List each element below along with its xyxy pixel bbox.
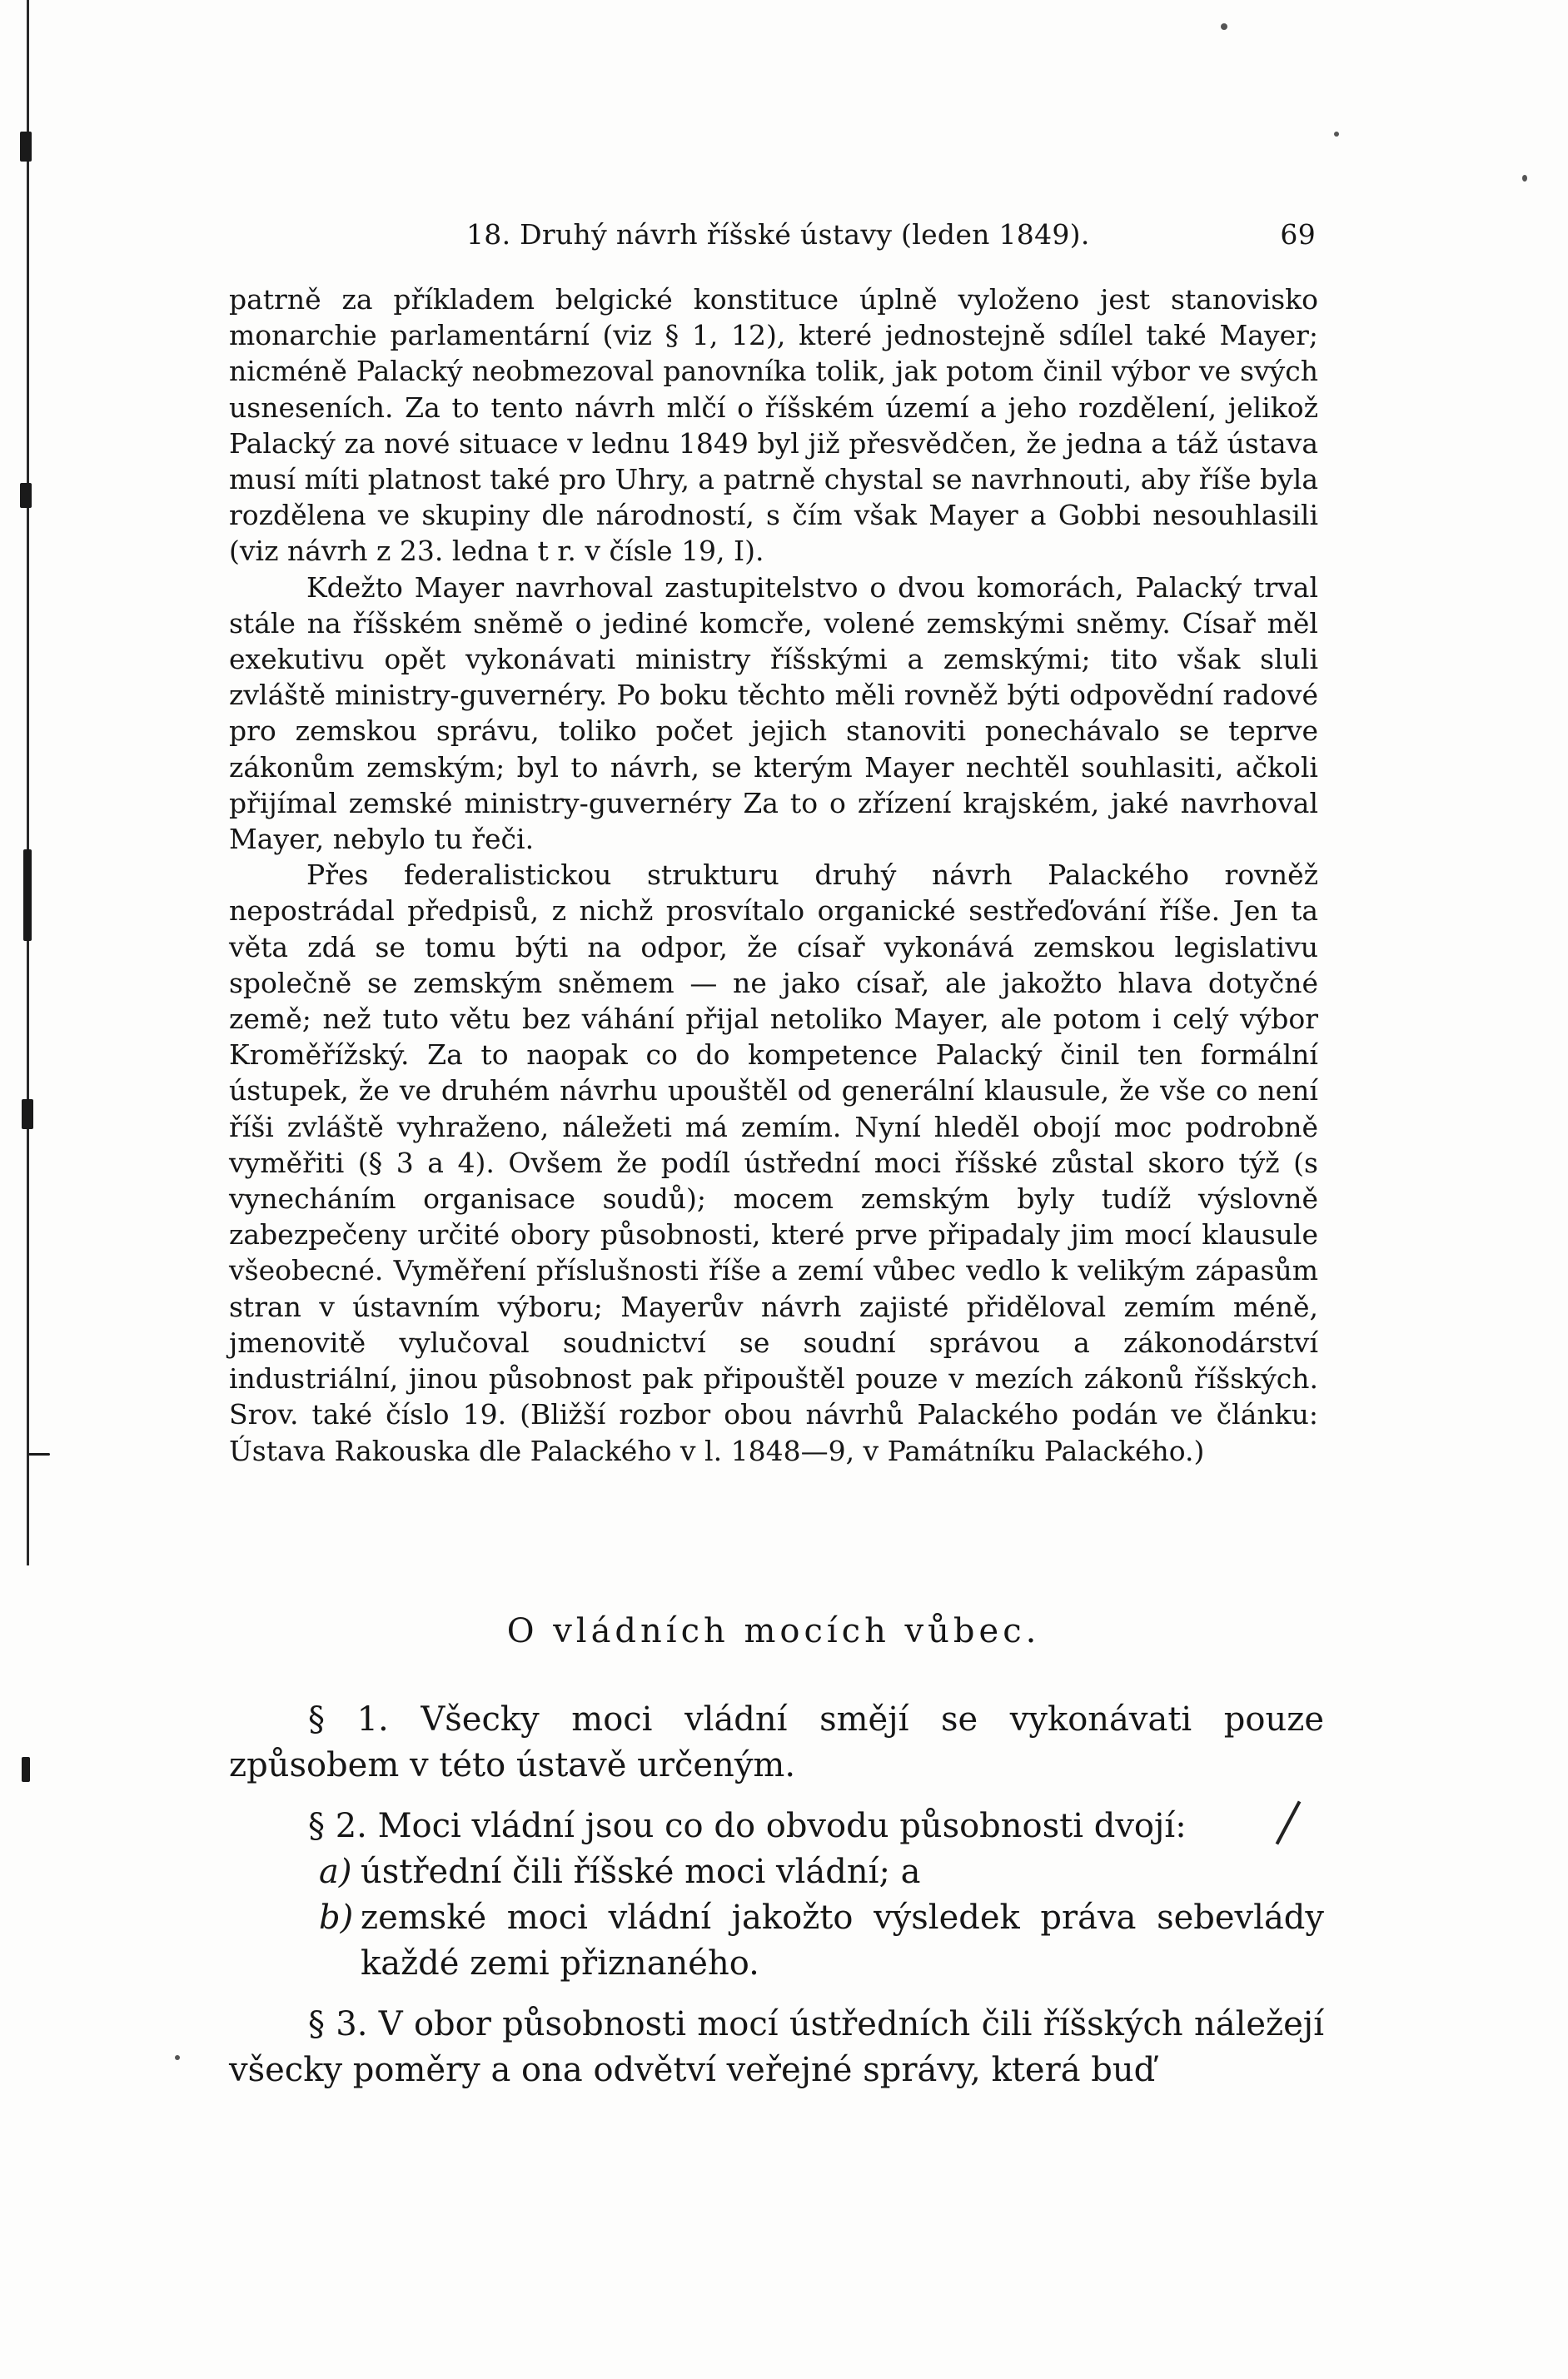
article-2-item-b bbox=[229, 1895, 1324, 1987]
section-heading: O vládních mocích vůbec. bbox=[506, 1612, 1041, 1650]
body-paragraph: Kdežto Mayer navrhoval zastupitelstvo o dvou komorách, Palacký trval stále na říšském sněmě o jediné komcře, volené zemskými sněmy. Císař měl exekutivu opět vykonávati ministry říšskými a zemskými; tito však sluli zvláště ministry-guvernéry. Po boku těchto měli rovněž býti odpovědní radové pro zemskou správu, toliko počet jejich stanoviti ponechávalo se teprve zákonům zemským; byl to návrh, se kterým Mayer nechtěl souhlasiti, ačkoli přijímal zemské ministry-guvernéry Za to o zřízení krajském, jaké navrhoval Mayer, nebylo tu řeči. bbox=[229, 570, 1318, 856]
article-2: § 2. Moci vládní jsou co do obvodu působnosti dvojí: bbox=[308, 1807, 1187, 1845]
body-paragraph: patrně za příkladem belgické konstituce úplně vyloženo jest stanovisko monarchie parlamentární (viz § 1, 12), které jednostejně sdílel také Mayer; nicméně Palacký neobmezoval panovníka tolik, jak potom činil výbor ve svých usneseních. Za to tento návrh mlčí o říšském území a jeho rozdělení, jelikož Palacký za nové situace v lednu 1849 byl již přesvědčen, že jedna a táž ústava musí míti platnost také pro Uhry, a patrně chystal se navrhnouti, aby říše byla rozdělena ve skupiny dle národností, s čím však Mayer a Gobbi nesouhlasili (viz návrh z 23. ledna t r. v čísle 19, I). bbox=[229, 283, 1318, 568]
item-text: ústřední čili říšské moci vládní; a bbox=[361, 1853, 921, 1891]
item-text: zemské moci vládní jakožto výsledek práva sebevlády každé zemi přiznaného. bbox=[361, 1899, 1324, 1983]
article-2-item-a bbox=[229, 1849, 1324, 1895]
scan-speck bbox=[1334, 132, 1339, 137]
scan-edge-line bbox=[27, 0, 29, 1565]
item-label: b) bbox=[319, 1899, 354, 1937]
body-paragraph: Přes federalistickou strukturu druhý návrh Palackého rovněž nepostrádal předpisů, z nichž prosvítalo organické sestřeďování říše. Jen ta věta zdá se tomu býti na odpor, že císař vykonává zemskou legislativu společně se zemským sněmem — ne jako císař, ale jakožto hlava dotyčné země; než tuto větu bez váhání přijal netoliko Mayer, ale potom i celý výbor Kroměřížský. Za to naopak co do kompetence Palacký činil ten formální ústupek, že ve druhém návrhu upouštěl od generální klausule, že vše co není říši zvláště vyhraženo, náležeti má zemím. Nyní hleděl obojí moc podrobně vyměřiti (§ 3 a 4). Ovšem že podíl ústřední moci říšské zůstal skoro týž (s vynecháním organisace soudů); mocem zemským byly tudíž výslovně zabezpečeny určité obory působnosti, které prve připadaly jim mocí klausule všeobecné. Vyměření příslušnosti říše a zemí vůbec vedlo k velikým zápasům stran v ústavním výboru; Mayerův návrh zajisté přiděloval zemím méně, jmenovitě vylučoval soudnictví se soudní správou a zákonodárství industriální, jinou působnost pak připouštěl pouze v mezích zákonů říšských. Srov. také číslo 19. (Bližší rozbor obou návrhů Palackého podán ve článku: Ústava Rakouska dle Palackého v l. 1848—9, v Památníku Palackého.) bbox=[229, 859, 1318, 1467]
scan-edge-mark bbox=[28, 1453, 50, 1456]
scan-speck bbox=[175, 2055, 180, 2060]
item-label: a) bbox=[319, 1853, 352, 1891]
scan-edge-mark bbox=[23, 849, 32, 941]
articles-block bbox=[229, 1697, 1324, 2093]
header-title: 18. Druhý návrh říšské ústavy (leden 1849). bbox=[466, 218, 1090, 251]
scan-edge-mark bbox=[22, 1757, 30, 1782]
scan-speck bbox=[1522, 175, 1527, 182]
page-number: 69 bbox=[1280, 218, 1316, 251]
article-3: § 3. V obor působnosti mocí ústředních čili říšských náležejí všecky poměry a ona odvětví veřejné správy, která buď bbox=[229, 2005, 1324, 2089]
running-header bbox=[466, 218, 1316, 251]
commentary-text bbox=[229, 281, 1318, 1469]
scan-edge-mark bbox=[20, 483, 32, 508]
scan-edge-mark bbox=[22, 1099, 33, 1129]
scan-edge-mark bbox=[20, 132, 32, 162]
scan-speck bbox=[1221, 23, 1227, 30]
article-1: § 1. Všecky moci vládní smějí se vykonávati pouze způsobem v této ústavě určeným. bbox=[229, 1700, 1324, 1784]
